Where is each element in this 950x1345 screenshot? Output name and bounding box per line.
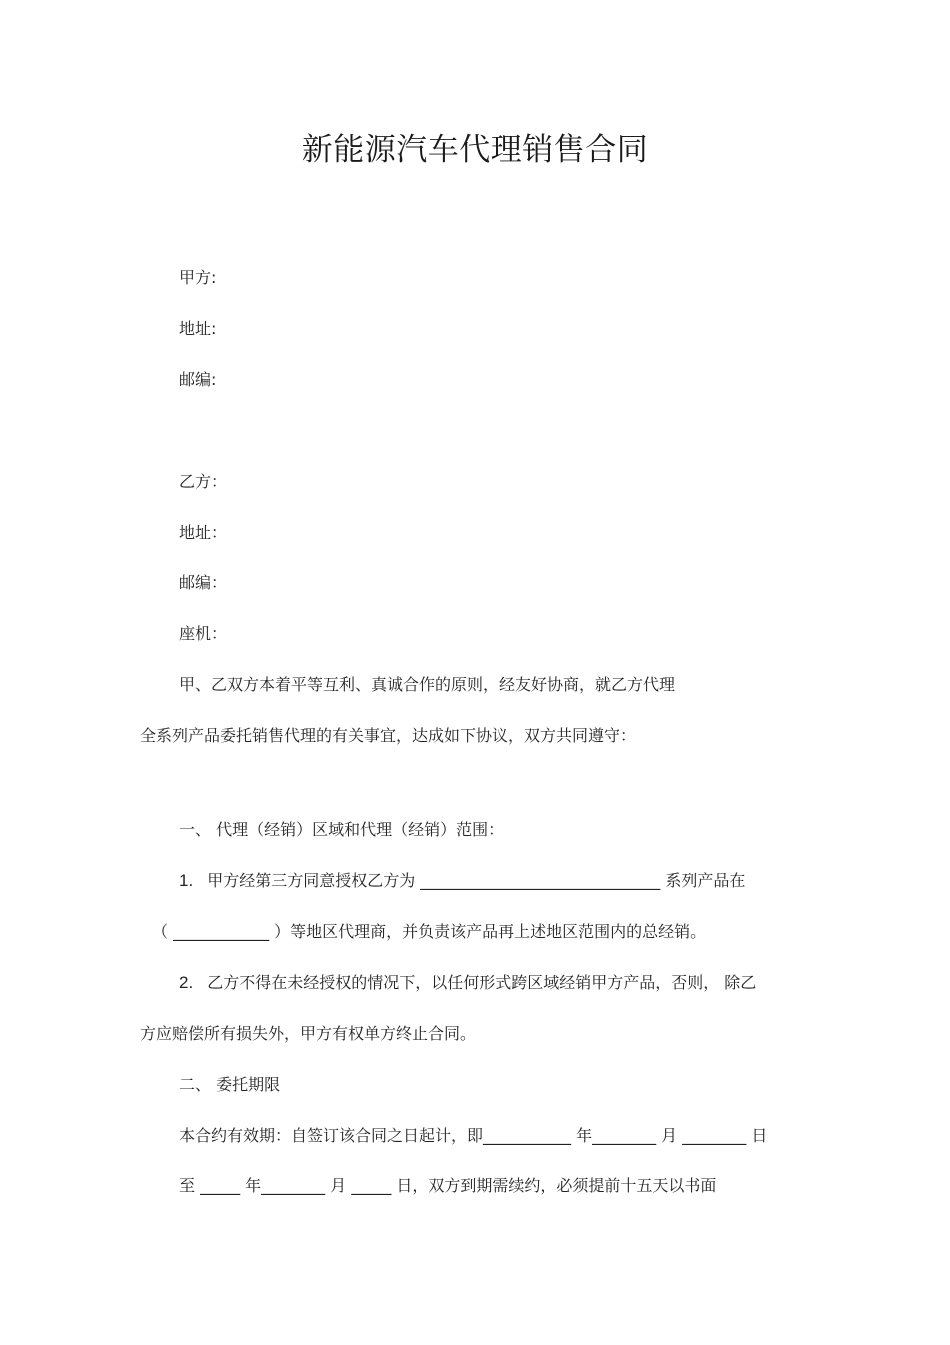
section-1-item-2-line-2: 方应赔偿所有损失外，甲方有权单方终止合同。 [140,1024,477,1043]
contract-title: 新能源汽车代理销售合同 [301,132,649,168]
section-2-line-2: 至 _____ 年________ 月 _____ 日，双方到期需续约，必须提前十五天以书面 [179,1176,717,1195]
party-b-phone-label: 座机： [179,624,228,643]
intro-line-2: 全系列产品委托销售代理的有关事宜，达成如下协议，双方共同遵守： [140,726,637,745]
section-2-heading: 二、 委托期限 [179,1075,281,1094]
section-2-line-1: 本合约有效期：自签订该合同之日起计，即___________ 年________ 月 ________ 日 [179,1126,768,1145]
section-1-item-2 [179,972,756,994]
section-1-heading: 一、 代理（经销）区域和代理（经销）范围： [179,820,505,839]
item-number: 1. [179,871,194,890]
party-b-address-label: 地址： [179,523,228,542]
party-b-postcode-label: 邮编： [179,573,228,592]
party-a-postcode-label: 邮编: [179,370,217,389]
item-1-text-line-1: 甲方经第三方同意授权乙方为 ______________________________ 系列产品在 [207,871,746,890]
intro-line-1: 甲、乙双方本着平等互利、真诚合作的原则，经友好协商，就乙方代理 [179,675,676,694]
party-a-label: 甲方: [179,268,217,287]
item-2-text-line-1: 乙方不得在未经授权的情况下，以任何形式跨区域经销甲方产品，否则， 除乙 [207,973,757,992]
item-number: 2. [179,973,194,992]
party-a-address-label: 地址: [179,319,217,338]
section-1-item-1 [179,870,745,892]
section-1-item-1-line-2: （ ____________ ）等地区代理商，并负责该产品再上述地区范围内的总经销。 [152,922,707,941]
party-b-label: 乙方： [179,472,228,491]
